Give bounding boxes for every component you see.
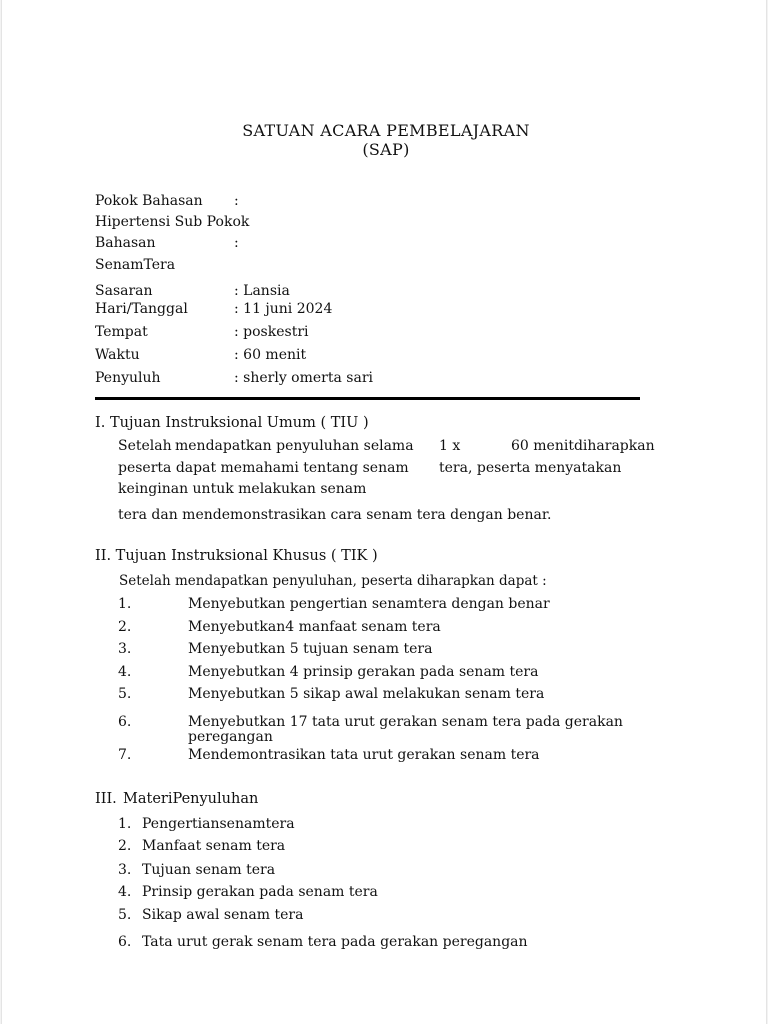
tiu-text-line1a: Setelah — [118, 438, 172, 454]
tik-item-number: 3. — [118, 641, 132, 657]
tik-item-number: 5. — [118, 686, 132, 702]
tiu-text-line1b: mendapatkan penyuluhan selama — [175, 438, 414, 454]
tik-item-text-continued: peregangan — [188, 729, 273, 745]
tik-item-number: 2. — [118, 619, 132, 635]
document-page — [1, 0, 767, 1024]
tiu-text-line3: keinginan untuk melakukan senam — [118, 481, 367, 497]
header-divider — [95, 397, 640, 400]
tiu-text-line1c: 1 x — [439, 438, 461, 454]
materi-item-number: 2. — [118, 838, 132, 854]
materi-item-text: Prinsip gerakan pada senam tera — [142, 884, 378, 900]
materi-item-number: 3. — [118, 862, 132, 878]
field-value-hari-tanggal: : 11 juni 2024 — [234, 301, 333, 317]
tiu-text-line2a: peserta dapat memahami tentang senam — [118, 460, 409, 476]
tik-item-number: 4. — [118, 664, 132, 680]
tiu-heading: I. Tujuan Instruksional Umum ( TIU ) — [95, 415, 369, 431]
materi-item-number: 6. — [118, 934, 132, 950]
pokok-bahasan-colon: : — [234, 193, 239, 209]
field-label-hari-tanggal: Hari/Tanggal — [95, 301, 188, 317]
tiu-text-line2b: tera, peserta menyatakan — [439, 460, 622, 476]
tiu-text-line1d: 60 menitdiharapkan — [511, 438, 655, 454]
pokok-bahasan-value: Hipertensi Sub Pokok — [95, 214, 250, 230]
materi-item-number: 1. — [118, 816, 132, 832]
materi-item-text: Manfaat senam tera — [142, 838, 286, 854]
tik-item-text: Menyebutkan 4 prinsip gerakan pada senam tera — [188, 664, 539, 680]
bahasan-value: SenamTera — [95, 257, 176, 273]
field-value-penyuluh: : sherly omerta sari — [234, 370, 373, 386]
materi-item-text: Sikap awal senam tera — [142, 907, 304, 923]
field-label-sasaran: Sasaran — [95, 283, 153, 299]
materi-heading: MateriPenyuluhan — [123, 791, 259, 807]
materi-item-text: Tata urut gerak senam tera pada gerakan peregangan — [142, 934, 528, 950]
tiu-text-line4: tera dan mendemonstrasikan cara senam tera dengan benar. — [118, 507, 552, 523]
field-value-waktu: : 60 menit — [234, 347, 307, 363]
tik-item-text: Menyebutkan pengertian senamtera dengan benar — [188, 596, 550, 612]
materi-item-number: 5. — [118, 907, 132, 923]
tik-item-number: 1. — [118, 596, 132, 612]
materi-item-text: Pengertiansenamtera — [142, 816, 295, 832]
tik-heading: II. Tujuan Instruksional Khusus ( TIK ) — [95, 548, 378, 564]
tik-item-text: Menyebutkan 17 tata urut gerakan senam tera pada gerakan — [188, 714, 623, 730]
bahasan-label: Bahasan — [95, 235, 156, 251]
materi-item-text: Tujuan senam tera — [142, 862, 276, 878]
tik-item-number: 7. — [118, 747, 132, 763]
field-label-waktu: Waktu — [95, 347, 140, 363]
pokok-bahasan-label: Pokok Bahasan — [95, 193, 203, 209]
field-label-tempat: Tempat — [95, 324, 148, 340]
tik-item-text: Mendemontrasikan tata urut gerakan senam tera — [188, 747, 540, 763]
field-value-sasaran: : Lansia — [234, 283, 290, 299]
materi-item-number: 4. — [118, 884, 132, 900]
field-value-tempat: : poskestri — [234, 324, 309, 340]
tik-item-text: Menyebutkan 5 tujuan senam tera — [188, 641, 433, 657]
document-title: SATUAN ACARA PEMBELAJARAN — [242, 121, 530, 140]
tik-intro: Setelah mendapatkan penyuluhan, peserta diharapkan dapat : — [119, 573, 547, 589]
field-label-penyuluh: Penyuluh — [95, 370, 161, 386]
document-subtitle: (SAP) — [362, 140, 410, 159]
materi-heading-number: III. — [95, 791, 117, 807]
bahasan-colon: : — [234, 235, 239, 251]
tik-item-text: Menyebutkan 5 sikap awal melakukan senam tera — [188, 686, 545, 702]
tik-item-text: Menyebutkan4 manfaat senam tera — [188, 619, 441, 635]
tik-item-number: 6. — [118, 714, 132, 730]
